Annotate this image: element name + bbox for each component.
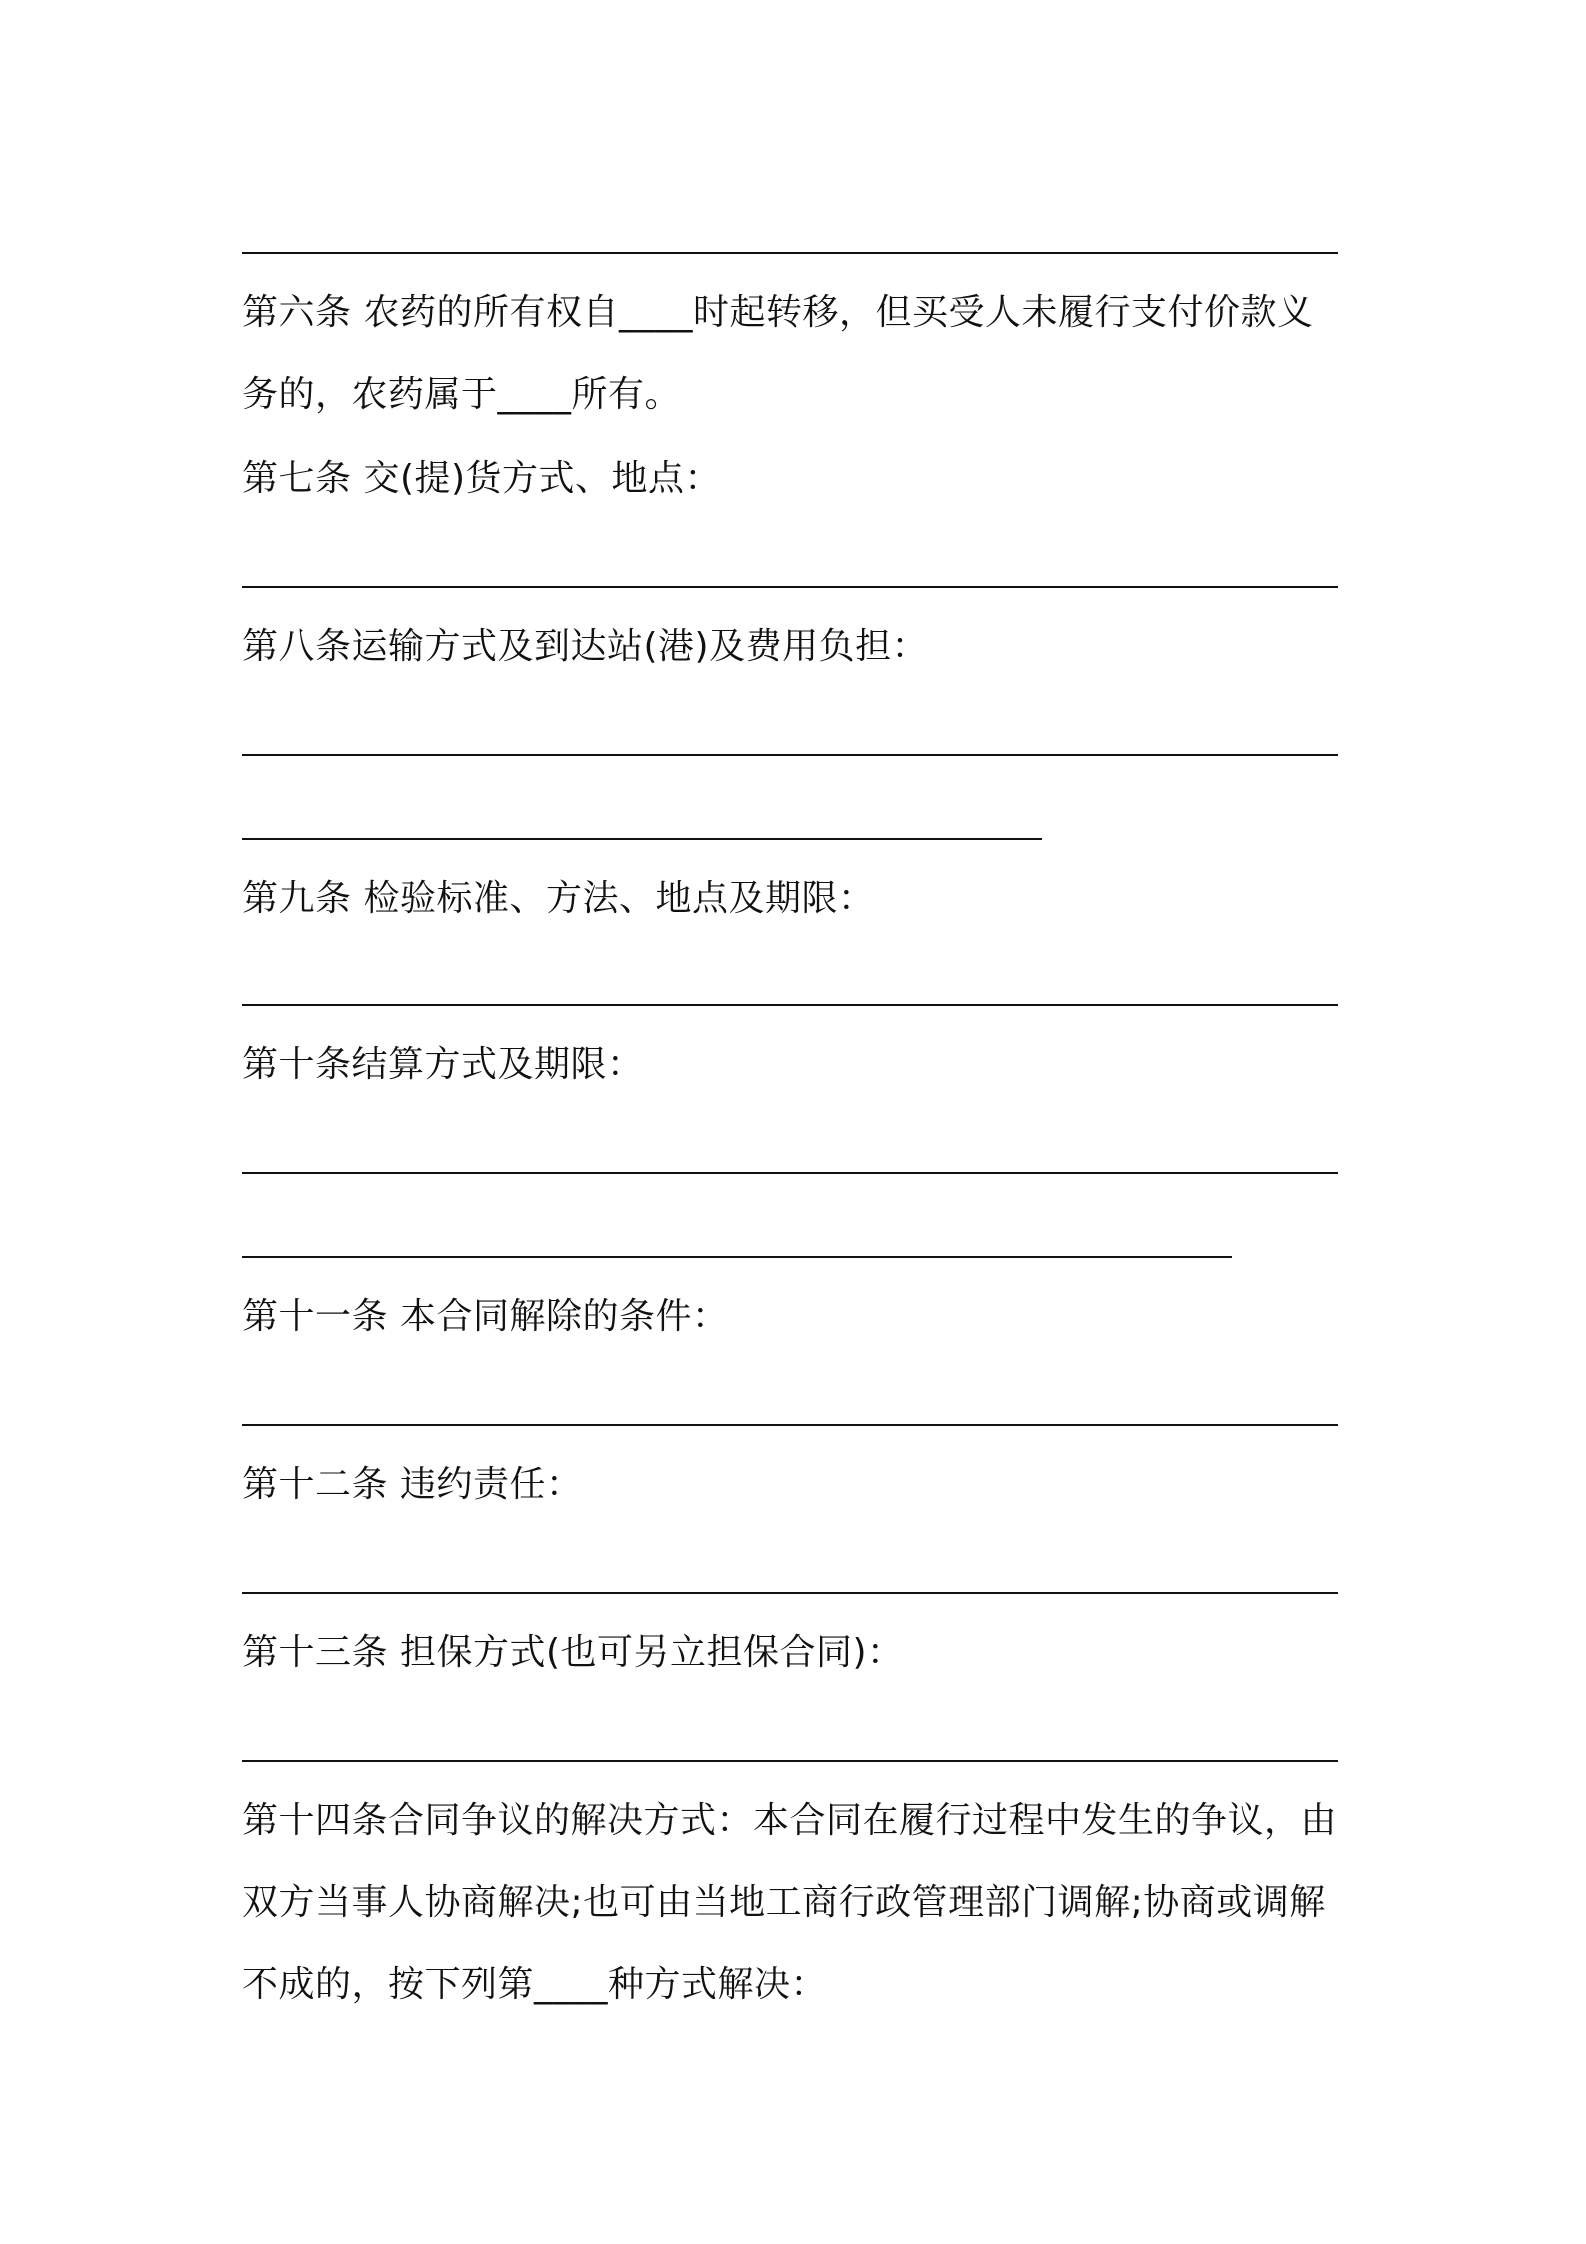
article-12-heading: 第十二条 违约责任： bbox=[242, 1464, 583, 1505]
article-14-line-2: 双方当事人协商解决;也可由当地工商行政管理部门调解;协商或调解 bbox=[242, 1882, 1326, 1923]
article-14-line-3: 不成的，按下列第____种方式解决： bbox=[242, 1964, 828, 2005]
article-9-heading: 第九条 检验标准、方法、地点及期限： bbox=[242, 878, 875, 919]
article-10-heading: 第十条结算方式及期限： bbox=[242, 1044, 644, 1085]
article-7-heading: 第七条 交(提)货方式、地点： bbox=[242, 458, 722, 499]
blank-line bbox=[242, 586, 1338, 588]
blank-line bbox=[242, 1424, 1338, 1426]
article-6-line-2: 务的，农药属于____所有。 bbox=[242, 374, 682, 415]
article-13-heading: 第十三条 担保方式(也可另立担保合同)： bbox=[242, 1632, 904, 1673]
article-14-line-1: 第十四条合同争议的解决方式：本合同在履行过程中发生的争议，由 bbox=[242, 1800, 1338, 1841]
blank-line bbox=[242, 1172, 1338, 1174]
blank-line bbox=[242, 838, 1042, 840]
blank-line bbox=[242, 1004, 1338, 1006]
article-6-line-1: 第六条 农药的所有权自____时起转移，但买受人未履行支付价款义 bbox=[242, 292, 1314, 333]
blank-line bbox=[242, 1760, 1338, 1762]
blank-line bbox=[242, 252, 1338, 254]
article-8-heading: 第八条运输方式及到达站(港)及费用负担： bbox=[242, 626, 929, 667]
blank-line bbox=[242, 1256, 1232, 1258]
blank-line bbox=[242, 1592, 1338, 1594]
article-11-heading: 第十一条 本合同解除的条件： bbox=[242, 1296, 729, 1337]
blank-line bbox=[242, 754, 1338, 756]
